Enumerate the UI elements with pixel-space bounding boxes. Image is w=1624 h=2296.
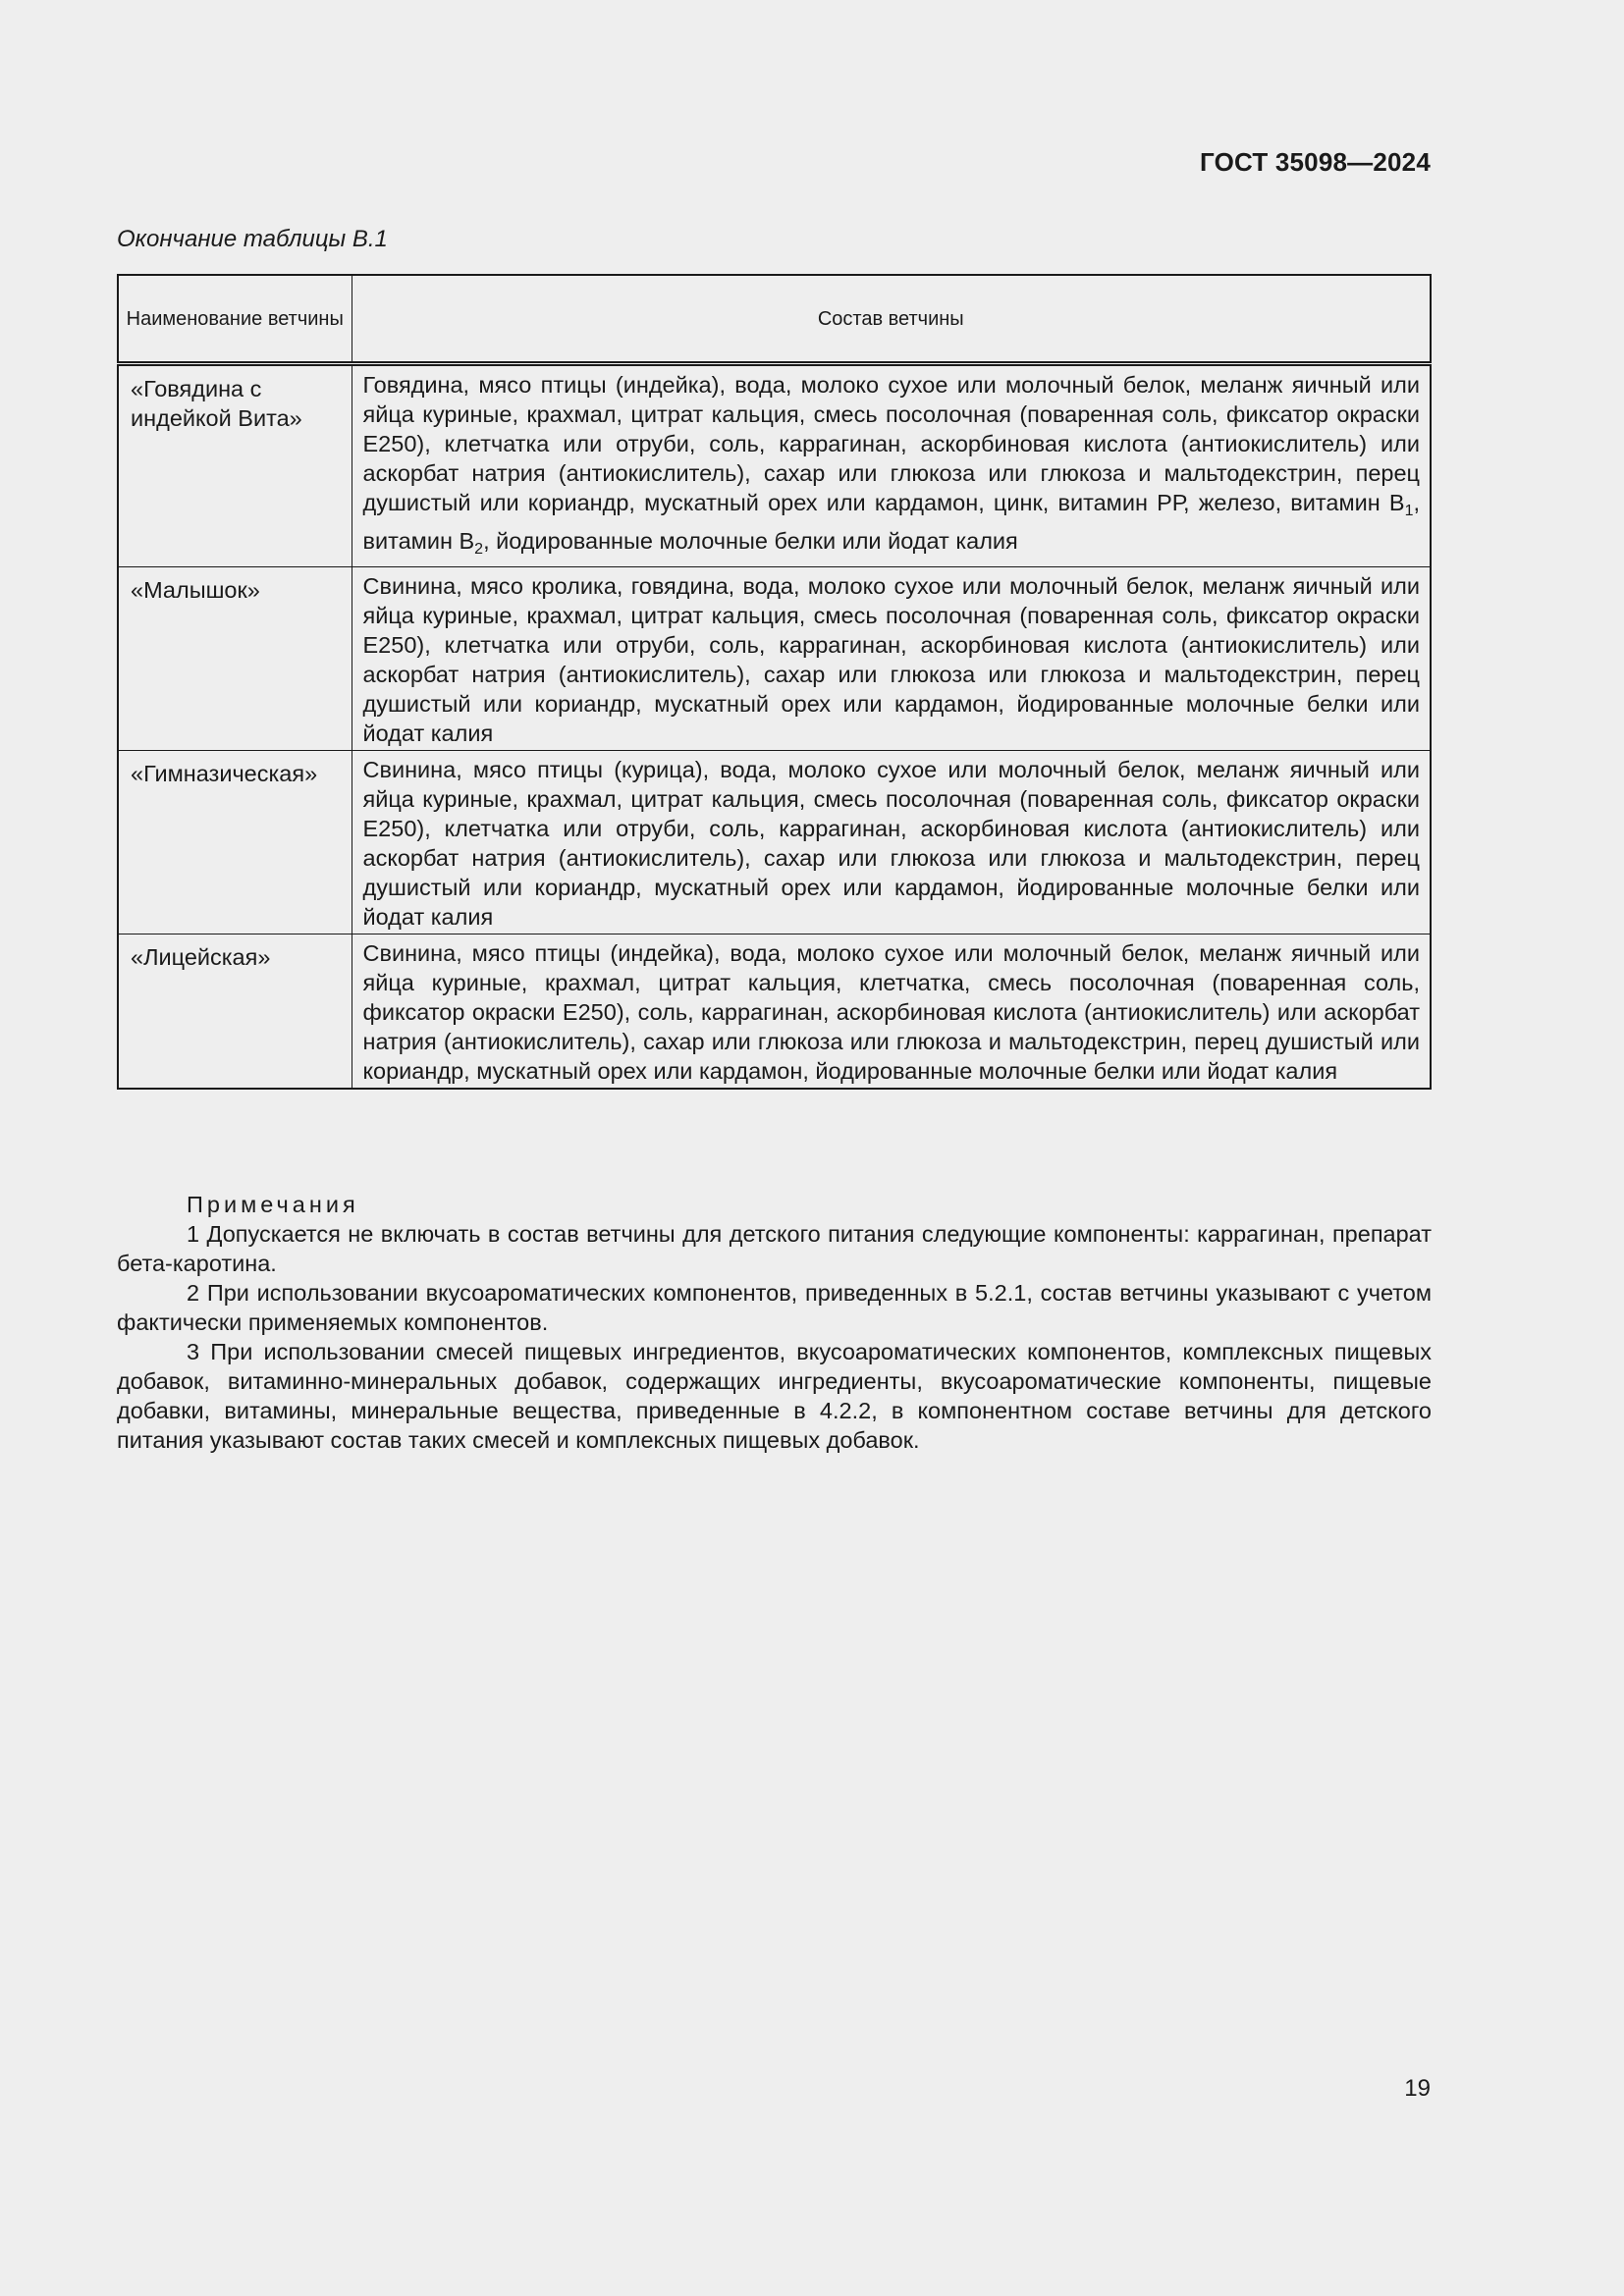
table-row: [118, 751, 1431, 934]
table-header-row: [118, 275, 1431, 364]
note-item: 3 При использовании смесей пищевых ингредиентов, вкусоароматических компонентов, комплексных пищевых добавок, витаминно-минеральных добавок, содержащих ингредиенты, вкусоароматические компоненты, пищевые добавки, витамины, минеральные вещества, приведенные в 4.2.2, в компонентном составе ветчины для детского питания указывают состав таких смесей и комплексных пищевых добавок.: [117, 1339, 1432, 1453]
ham-name-cell: «Говядина с индейкой Вита»: [118, 364, 352, 567]
ham-name-cell: «Малышок»: [118, 567, 352, 751]
column-header-name: Наименование ветчины: [118, 275, 352, 364]
subscript: 1: [1404, 503, 1414, 519]
notes-title: Примечания: [187, 1192, 359, 1217]
page-number: 19: [1404, 2075, 1431, 2102]
table-row: [118, 934, 1431, 1090]
ham-name-cell: «Лицейская»: [118, 934, 352, 1090]
ham-composition-cell: Свинина, мясо птицы (индейка), вода, молоко сухое или молочный белок, меланж яичный или яйца куриные, крахмал, цитрат кальция, клетчатка, смесь посолочная (поваренная соль, фиксатор окраски Е250), соль, каррагинан, аскорбиновая кислота (антиокислитель) или аскорбат натрия (антиокислитель), сахар или глюкоза или глюкоза и мальтодекстрин, перец душистый или кориандр, мускатный орех или кардамон, йодированные молочные белки или йодат калия: [352, 934, 1431, 1090]
note-item: 1 Допускается не включать в состав ветчины для детского питания следующие компоненты: каррагинан, препарат бета-каротина.: [117, 1221, 1432, 1276]
ham-composition-cell: Свинина, мясо кролика, говядина, вода, молоко сухое или молочный белок, меланж яичный или яйца куриные, крахмал, цитрат кальция, смесь посолочная (поваренная соль, фиксатор окраски Е250), клетчатка или отруби, соль, каррагинан, аскорбиновая кислота (антиокислитель) или аскорбат натрия (антиокислитель), сахар или глюкоза или глюкоза и мальтодекстрин, перец душистый или кориандр, мускатный орех или кардамон, йодированные молочные белки или йодат калия: [352, 567, 1431, 751]
table-caption: Окончание таблицы В.1: [117, 226, 388, 252]
standard-code: ГОСТ 35098—2024: [1200, 147, 1431, 177]
table-row: [118, 364, 1431, 567]
notes-section: [117, 1190, 1432, 1455]
table-row: [118, 567, 1431, 751]
composition-table: [117, 274, 1432, 1090]
column-header-composition: Состав ветчины: [352, 275, 1431, 364]
ham-name-cell: «Гимназическая»: [118, 751, 352, 934]
subscript: 2: [474, 541, 484, 558]
note-item: 2 При использовании вкусоароматических компонентов, приведенных в 5.2.1, состав ветчины указывают с учетом фактически применяемых компонентов.: [117, 1280, 1432, 1335]
ham-composition-cell: Говядина, мясо птицы (индейка), вода, молоко сухое или молочный белок, меланж яичный или яйца куриные, крахмал, цитрат кальция, смесь посолочная (поваренная соль, фиксатор окраски Е250), клетчатка или отруби, соль, каррагинан, аскорбиновая кислота (антиокислитель) или аскорбат натрия (антиокислитель), сахар или глюкоза или глюкоза и мальтодекстрин, перец душистый или кориандр, мускатный орех или кардамон, цинк, витамин РР, железо, витамин $В_1$, витамин $В_2$, йодированные молочные белки или йодат калия: [352, 364, 1431, 567]
ham-composition-cell: Свинина, мясо птицы (курица), вода, молоко сухое или молочный белок, меланж яичный или яйца куриные, крахмал, цитрат кальция, смесь посолочная (поваренная соль, фиксатор окраски Е250), клетчатка или отруби, соль, каррагинан, аскорбиновая кислота (антиокислитель) или аскорбат натрия (антиокислитель), сахар или глюкоза или глюкоза и мальтодекстрин, перец душистый или кориандр, мускатный орех или кардамон, йодированные молочные белки или йодат калия: [352, 751, 1431, 934]
